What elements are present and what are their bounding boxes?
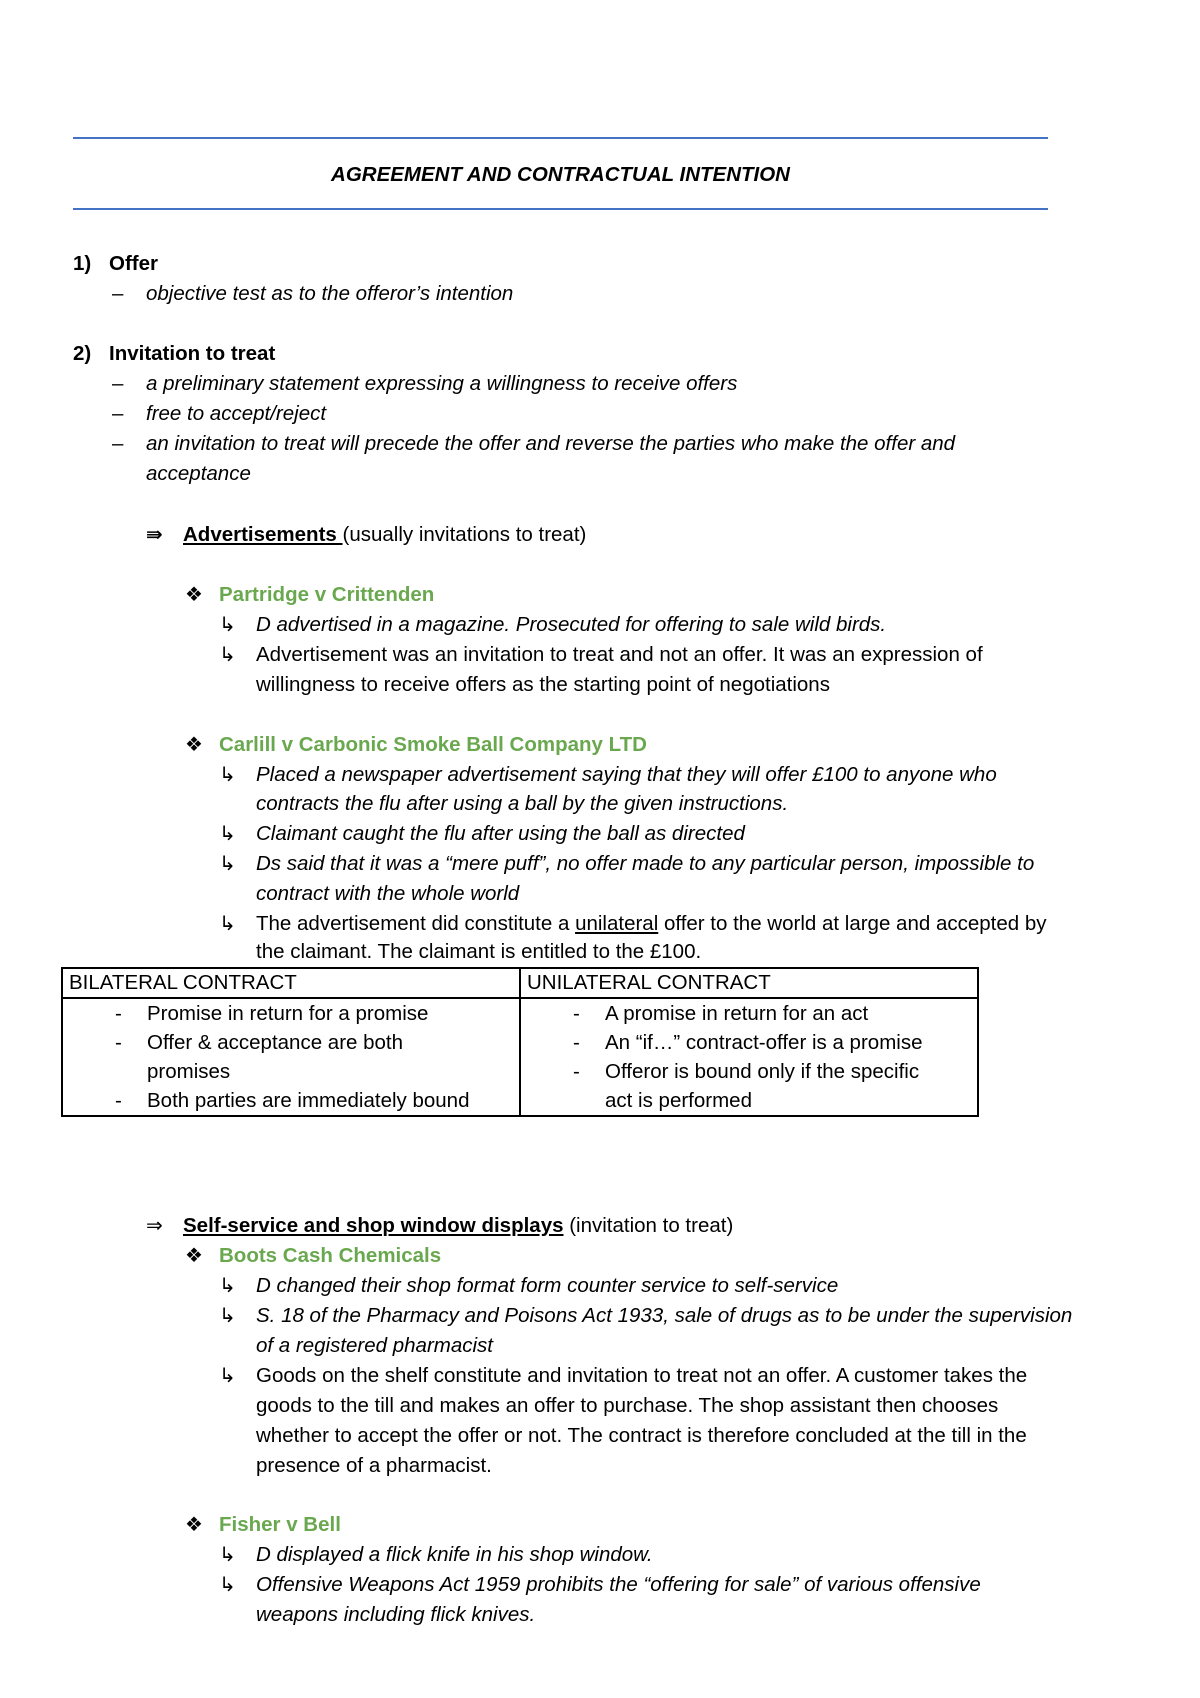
dash-marker: –: [112, 282, 124, 305]
case-point: Claimant caught the flu after using the ball as directed: [256, 822, 745, 845]
case-point-continuation: presence of a pharmacist.: [256, 1454, 492, 1477]
hook-arrow-icon: ↳: [219, 614, 236, 636]
list-item: a preliminary statement expressing a willingness to receive offers: [146, 372, 738, 395]
case-point-continuation: weapons including flick knives.: [256, 1603, 536, 1626]
table-list-item: - Offeror is bound only if the specific act is performed: [527, 1057, 945, 1115]
hook-arrow-icon: ↳: [219, 913, 236, 935]
table-header-unilateral: UNILATERAL CONTRACT: [520, 968, 978, 998]
case-point-continuation: contracts the flu after using a ball by the given instructions.: [256, 792, 789, 815]
subsection-title: Advertisements: [183, 523, 343, 546]
section-1-number: 1): [73, 252, 92, 275]
hook-arrow-icon: ↳: [219, 823, 236, 845]
section-2-number: 2): [73, 342, 92, 365]
unilateral-cell: [520, 998, 978, 1116]
subsection-title: Self-service and shop window displays: [183, 1214, 564, 1237]
list-item-continuation: acceptance: [146, 462, 251, 485]
subsection-note: (invitation to treat): [563, 1214, 734, 1237]
bottom-rule: [73, 208, 1048, 210]
subsection-self-service: [183, 1211, 733, 1241]
table-list-item: - A promise in return for an act: [527, 999, 971, 1028]
hook-arrow-icon: ↳: [219, 1574, 236, 1596]
bilateral-cell: [62, 998, 520, 1116]
diamond-bullet-icon: ❖: [185, 734, 203, 756]
table-list-item: - An “if…” contract-offer is a promise: [527, 1028, 971, 1057]
section-2-title: Invitation to treat: [109, 342, 276, 365]
underlined-term: unilateral: [575, 912, 659, 935]
dash-marker: –: [112, 402, 124, 425]
subsection-note: (usually invitations to treat): [342, 523, 587, 546]
case-point: D changed their shop format form counter service to self-service: [256, 1274, 839, 1297]
case-point: Advertisement was an invitation to treat and not an offer. It was an expression of: [256, 643, 983, 666]
case-point: Ds said that it was a “mere puff”, no offer made to any particular person, impossible to: [256, 852, 1035, 875]
hook-arrow-icon: ↳: [219, 1365, 236, 1387]
diamond-bullet-icon: ❖: [185, 1245, 203, 1267]
case-point: [256, 909, 1047, 939]
case-point-continuation: contract with the whole world: [256, 882, 520, 905]
hook-arrow-icon: ↳: [219, 1544, 236, 1566]
case-point-continuation: of a registered pharmacist: [256, 1334, 494, 1357]
table-list-item: - Offer & acceptance are both promises: [69, 1028, 467, 1086]
case-point: D advertised in a magazine. Prosecuted for offering to sale wild birds.: [256, 613, 887, 636]
list-item: objective test as to the offeror’s intention: [146, 282, 514, 305]
case-point-text: The advertisement did constitute a: [256, 912, 576, 935]
section-1-title: Offer: [109, 252, 158, 275]
diamond-bullet-icon: ❖: [185, 584, 203, 606]
dash-marker: –: [112, 432, 124, 455]
case-name-fisher: Fisher v Bell: [219, 1513, 341, 1536]
list-item: free to accept/reject: [146, 402, 327, 425]
double-arrow-icon: ⇛: [146, 524, 163, 546]
table-list-item: - Both parties are immediately bound: [69, 1086, 513, 1115]
hook-arrow-icon: ↳: [219, 1305, 236, 1327]
contract-comparison-table: [61, 967, 979, 1117]
case-name-boots: Boots Cash Chemicals: [219, 1244, 442, 1267]
case-point: Goods on the shelf constitute and invitation to treat not an offer. A customer takes the: [256, 1364, 1028, 1387]
case-point-continuation: goods to the till and makes an offer to purchase. The shop assistant then chooses: [256, 1394, 999, 1417]
hook-arrow-icon: ↳: [219, 1275, 236, 1297]
top-rule: [73, 137, 1048, 139]
hook-arrow-icon: ↳: [219, 644, 236, 666]
case-point: Placed a newspaper advertisement saying that they will offer £100 to anyone who: [256, 763, 997, 786]
dash-marker: –: [112, 372, 124, 395]
case-name-carlill: Carlill v Carbonic Smoke Ball Company LTD: [219, 733, 647, 756]
diamond-bullet-icon: ❖: [185, 1514, 203, 1536]
case-point: S. 18 of the Pharmacy and Poisons Act 1933, sale of drugs as to be under the supervision: [256, 1304, 1073, 1327]
page-title: AGREEMENT AND CONTRACTUAL INTENTION: [331, 163, 790, 186]
hook-arrow-icon: ↳: [219, 764, 236, 786]
table-header-bilateral: BILATERAL CONTRACT: [62, 968, 520, 998]
case-point-continuation: the claimant. The claimant is entitled to the £100.: [256, 940, 702, 963]
double-arrow-icon: ⇒: [146, 1215, 163, 1237]
list-item: an invitation to treat will precede the offer and reverse the parties who make the offer and: [146, 432, 956, 455]
case-point: Offensive Weapons Act 1959 prohibits the “offering for sale” of various offensive: [256, 1573, 981, 1596]
hook-arrow-icon: ↳: [219, 853, 236, 875]
case-point-continuation: willingness to receive offers as the starting point of negotiations: [256, 673, 830, 696]
subsection-advertisements: [183, 520, 586, 550]
case-point-text: offer to the world at large and accepted by: [658, 912, 1047, 935]
case-name-partridge: Partridge v Crittenden: [219, 583, 435, 606]
table-list-item: - Promise in return for a promise: [69, 999, 513, 1028]
case-point-continuation: whether to accept the offer or not. The contract is therefore concluded at the till in the: [256, 1424, 1027, 1447]
case-point: D displayed a flick knife in his shop window.: [256, 1543, 653, 1566]
